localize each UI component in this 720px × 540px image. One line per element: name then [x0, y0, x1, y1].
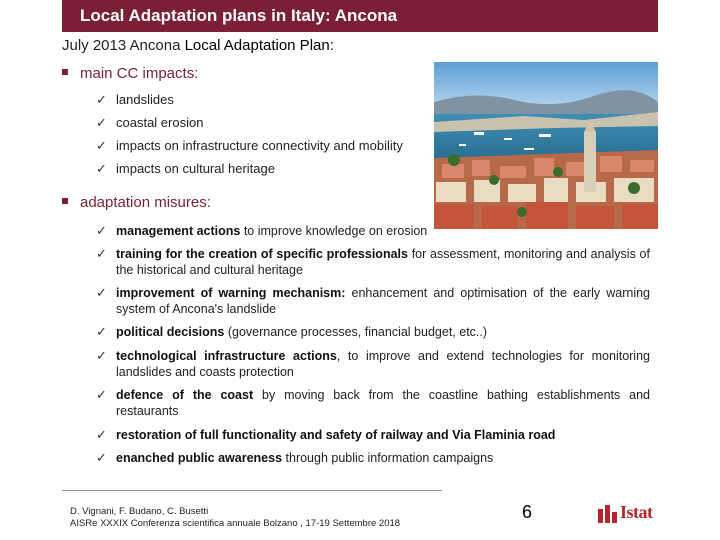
- impact-item-label: landslides: [116, 92, 174, 107]
- measure-item: [96, 348, 650, 380]
- impacts-heading-label: main CC impacts:: [80, 65, 199, 82]
- measure-title: political decisions: [116, 325, 225, 339]
- checkmark-icon: ✓: [96, 387, 107, 402]
- measure-title: enanched public awareness: [116, 451, 283, 465]
- measure-title: management actions: [116, 224, 241, 238]
- checkmark-icon: ✓: [96, 246, 107, 261]
- measure-item: [96, 246, 650, 278]
- impact-item: [96, 138, 403, 154]
- coastal-city-illustration: [434, 62, 658, 229]
- checkmark-icon: ✓: [96, 138, 107, 153]
- footer-authors: D. Vignani, F. Budano, C. Busetti: [70, 506, 209, 517]
- measure-item: [96, 427, 650, 443]
- footer-divider: [62, 490, 442, 491]
- subtitle-plan: Local Adaptation Plan:: [184, 37, 334, 54]
- checkmark-icon: ✓: [96, 161, 107, 176]
- istat-logo-text: Istat: [620, 502, 653, 522]
- measure-title: restoration of full functionality and safety of railway and Via Flaminia road: [116, 428, 556, 442]
- checkmark-icon: ✓: [96, 348, 107, 363]
- measure-title: technological infrastructure actions: [116, 349, 337, 363]
- checkmark-icon: ✓: [96, 324, 107, 339]
- subtitle-date: July 2013 Ancona: [62, 37, 185, 54]
- measure-title: training for the creation of specific professionals: [116, 247, 408, 261]
- measure-title: improvement of warning mechanism:: [116, 286, 346, 300]
- page-number: 6: [522, 502, 533, 522]
- title-bar: [62, 0, 658, 32]
- bullet-square-icon: [62, 69, 68, 75]
- measure-item: [96, 387, 650, 419]
- impact-item-label: impacts on infrastructure connectivity and mobility: [116, 138, 403, 153]
- checkmark-icon: ✓: [96, 223, 107, 238]
- checkmark-icon: ✓: [96, 427, 107, 442]
- impact-item: [96, 115, 203, 131]
- checkmark-icon: ✓: [96, 115, 107, 130]
- impact-item: [96, 161, 275, 177]
- istat-logo: [598, 502, 658, 524]
- measure-title: defence of the coast: [116, 388, 254, 402]
- measure-description: (governance processes, financial budget, etc..): [224, 325, 488, 339]
- impact-item-label: coastal erosion: [116, 115, 204, 130]
- measure-description: enhancement and optimisation of the early warning system of Ancona's landslide: [116, 286, 650, 316]
- measure-description: for assessment, monitoring and analysis of the historical and cultural heritage: [116, 247, 650, 277]
- slide-title: Local Adaptation plans in Italy: Ancona: [80, 6, 398, 25]
- measure-description: to improve knowledge on erosion: [240, 224, 428, 238]
- measure-description: by moving back from the coastline bathing establishments and restaurants: [116, 388, 650, 418]
- checkmark-icon: ✓: [96, 92, 107, 107]
- checkmark-icon: ✓: [96, 450, 107, 465]
- measure-item: [96, 285, 650, 317]
- checkmark-icon: ✓: [96, 285, 107, 300]
- measure-description: , to improve and extend technologies for monitoring landslides and coasts protection: [116, 349, 650, 379]
- measures-heading-label: adaptation misures:: [80, 194, 211, 211]
- slide-subtitle: [62, 37, 334, 54]
- measure-item: [96, 324, 650, 340]
- measures-heading: [62, 194, 211, 211]
- measure-item: [96, 450, 650, 466]
- bullet-square-icon: [62, 198, 68, 204]
- impact-item: [96, 92, 174, 108]
- measure-description: through public information campaigns: [282, 451, 494, 465]
- impact-item-label: impacts on cultural heritage: [116, 161, 275, 176]
- measure-item: [96, 223, 650, 239]
- coastal-city-photo: [434, 62, 658, 229]
- istat-logo-icon: [598, 503, 618, 523]
- impacts-heading: [62, 65, 198, 82]
- footer-conference: AISRe XXXIX Conferenza scientifica annuale Bolzano , 17-19 Settembre 2018: [70, 518, 401, 529]
